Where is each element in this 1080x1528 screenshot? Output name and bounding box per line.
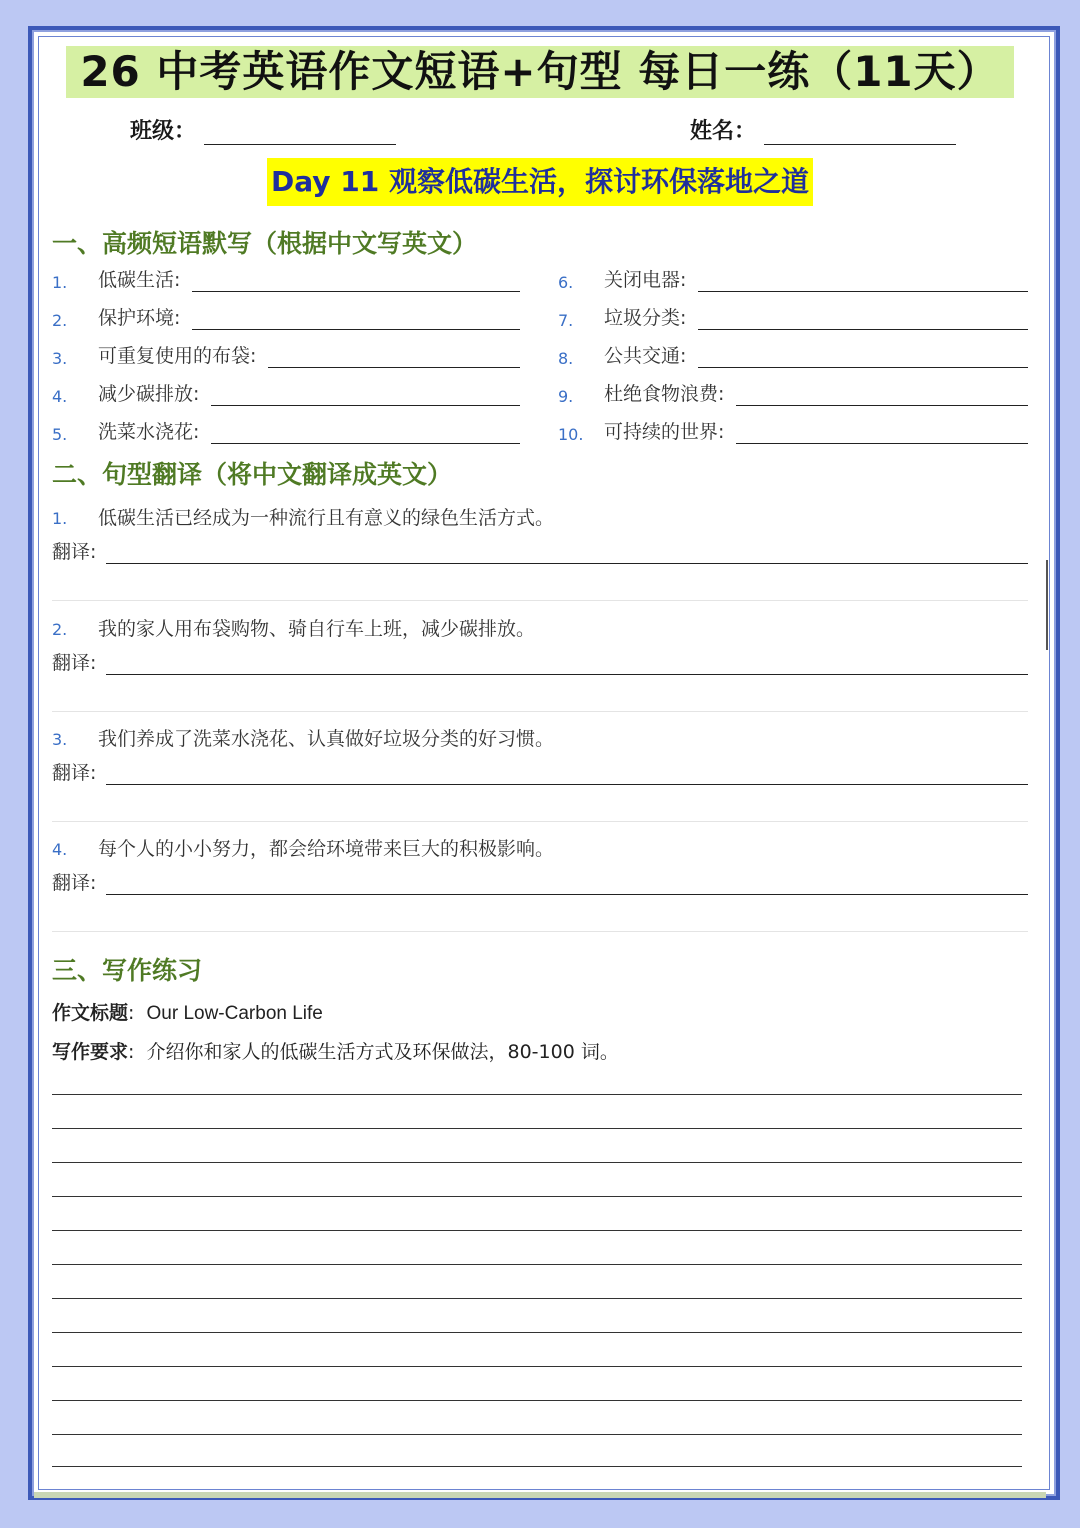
class-label: 班级： (130, 119, 197, 144)
name-field[interactable] (690, 114, 956, 145)
translate-label: 翻译: (52, 652, 97, 674)
translation-row[interactable] (52, 647, 1028, 675)
essay-requirement: 写作要求: 介绍你和家人的低碳生活方式及环保做法，80-100 词。 (52, 1041, 619, 1063)
answer-blank[interactable] (698, 311, 1028, 330)
phrase-item[interactable] (558, 378, 1028, 406)
sentence-item (52, 834, 554, 861)
essay-topic: 作文标题: Our Low-Carbon Life (52, 1002, 323, 1024)
translation-blank[interactable] (106, 656, 1028, 675)
answer-blank[interactable] (211, 425, 520, 444)
sentence-number: 2. (52, 620, 68, 639)
phrase-number: 6. (558, 273, 574, 292)
phrase-item[interactable] (558, 416, 1028, 444)
phrase-label: 关闭电器: (604, 269, 687, 291)
day-title: Day 11 观察低碳生活，探讨环保落地之道 (267, 158, 813, 206)
phrase-item[interactable] (52, 264, 520, 292)
translation-blank[interactable] (106, 545, 1028, 564)
phrase-number: 1. (52, 273, 68, 292)
answer-blank[interactable] (698, 349, 1028, 368)
writing-line[interactable] (52, 1400, 1022, 1401)
divider (52, 711, 1028, 712)
phrase-label: 可重复使用的布袋: (98, 345, 257, 367)
phrase-item[interactable] (558, 340, 1028, 368)
writing-line[interactable] (52, 1264, 1022, 1265)
name-blank[interactable] (764, 122, 956, 145)
phrase-item[interactable] (558, 264, 1028, 292)
writing-line[interactable] (52, 1466, 1022, 1467)
section3-heading: 三、写作练习 (52, 956, 203, 985)
page-title: 26 中考英语作文短语+句型 每日一练（11天） (66, 46, 1013, 98)
sentence-item (52, 724, 554, 751)
answer-blank[interactable] (268, 349, 520, 368)
topic-label: 作文标题 (52, 1002, 129, 1024)
answer-blank[interactable] (192, 311, 520, 330)
sentence-text: 低碳生活已经成为一种流行且有意义的绿色生活方式。 (98, 507, 555, 529)
sentence-text: 我的家人用布袋购物、骑自行车上班，减少碳排放。 (98, 618, 536, 640)
writing-line[interactable] (52, 1094, 1022, 1095)
class-field[interactable] (130, 114, 396, 145)
translation-row[interactable] (52, 757, 1028, 785)
translation-row[interactable] (52, 867, 1028, 895)
phrase-item[interactable] (52, 302, 520, 330)
divider (52, 931, 1028, 932)
phrase-item[interactable] (52, 340, 520, 368)
translate-label: 翻译: (52, 541, 97, 563)
sentence-number: 3. (52, 730, 68, 749)
phrase-label: 公共交通: (604, 345, 687, 367)
phrase-item[interactable] (52, 378, 520, 406)
translate-label: 翻译: (52, 872, 97, 894)
edge-mark (1046, 560, 1048, 650)
phrase-label: 可持续的世界: (604, 421, 725, 443)
phrase-number: 2. (52, 311, 68, 330)
class-blank[interactable] (204, 122, 396, 145)
phrase-number: 5. (52, 425, 68, 444)
phrase-number: 9. (558, 387, 574, 406)
answer-blank[interactable] (736, 425, 1028, 444)
footer-strip (34, 1492, 1046, 1498)
answer-blank[interactable] (211, 387, 520, 406)
section2-heading: 二、句型翻译（将中文翻译成英文） (52, 460, 453, 489)
phrase-label: 减少碳排放: (98, 383, 200, 405)
sentence-item (52, 614, 535, 641)
answer-blank[interactable] (698, 273, 1028, 292)
requirement-label: 写作要求 (52, 1041, 129, 1063)
translation-blank[interactable] (106, 766, 1028, 785)
phrase-label: 保护环境: (98, 307, 181, 329)
phrase-label: 洗菜水浇花: (98, 421, 200, 443)
writing-line[interactable] (52, 1230, 1022, 1231)
phrase-number: 8. (558, 349, 574, 368)
writing-line[interactable] (52, 1366, 1022, 1367)
answer-blank[interactable] (192, 273, 520, 292)
phrase-number: 3. (52, 349, 68, 368)
phrase-label: 垃圾分类: (604, 307, 687, 329)
phrase-item[interactable] (52, 416, 520, 444)
requirement-value: 介绍你和家人的低碳生活方式及环保做法，80-100 词。 (146, 1041, 619, 1063)
phrase-label: 杜绝食物浪费: (604, 383, 725, 405)
writing-line[interactable] (52, 1434, 1022, 1435)
section1-heading: 一、高频短语默写（根据中文写英文） (52, 229, 478, 258)
writing-line[interactable] (52, 1332, 1022, 1333)
answer-blank[interactable] (736, 387, 1028, 406)
divider (52, 600, 1028, 601)
sentence-item (52, 503, 554, 530)
phrase-number: 4. (52, 387, 68, 406)
translation-row[interactable] (52, 536, 1028, 564)
writing-line[interactable] (52, 1196, 1022, 1197)
writing-line[interactable] (52, 1162, 1022, 1163)
name-label: 姓名： (690, 119, 757, 144)
sentence-number: 1. (52, 509, 68, 528)
phrase-number: 7. (558, 311, 574, 330)
sentence-text: 我们养成了洗菜水浇花、认真做好垃圾分类的好习惯。 (98, 728, 555, 750)
translation-blank[interactable] (106, 876, 1028, 895)
phrase-number: 10. (558, 425, 584, 444)
sentence-number: 4. (52, 840, 68, 859)
writing-line[interactable] (52, 1128, 1022, 1129)
divider (52, 821, 1028, 822)
sentence-text: 每个人的小小努力，都会给环境带来巨大的积极影响。 (98, 838, 555, 860)
writing-line[interactable] (52, 1298, 1022, 1299)
topic-value: Our Low-Carbon Life (146, 1003, 323, 1024)
translate-label: 翻译: (52, 762, 97, 784)
phrase-label: 低碳生活: (98, 269, 181, 291)
phrase-item[interactable] (558, 302, 1028, 330)
